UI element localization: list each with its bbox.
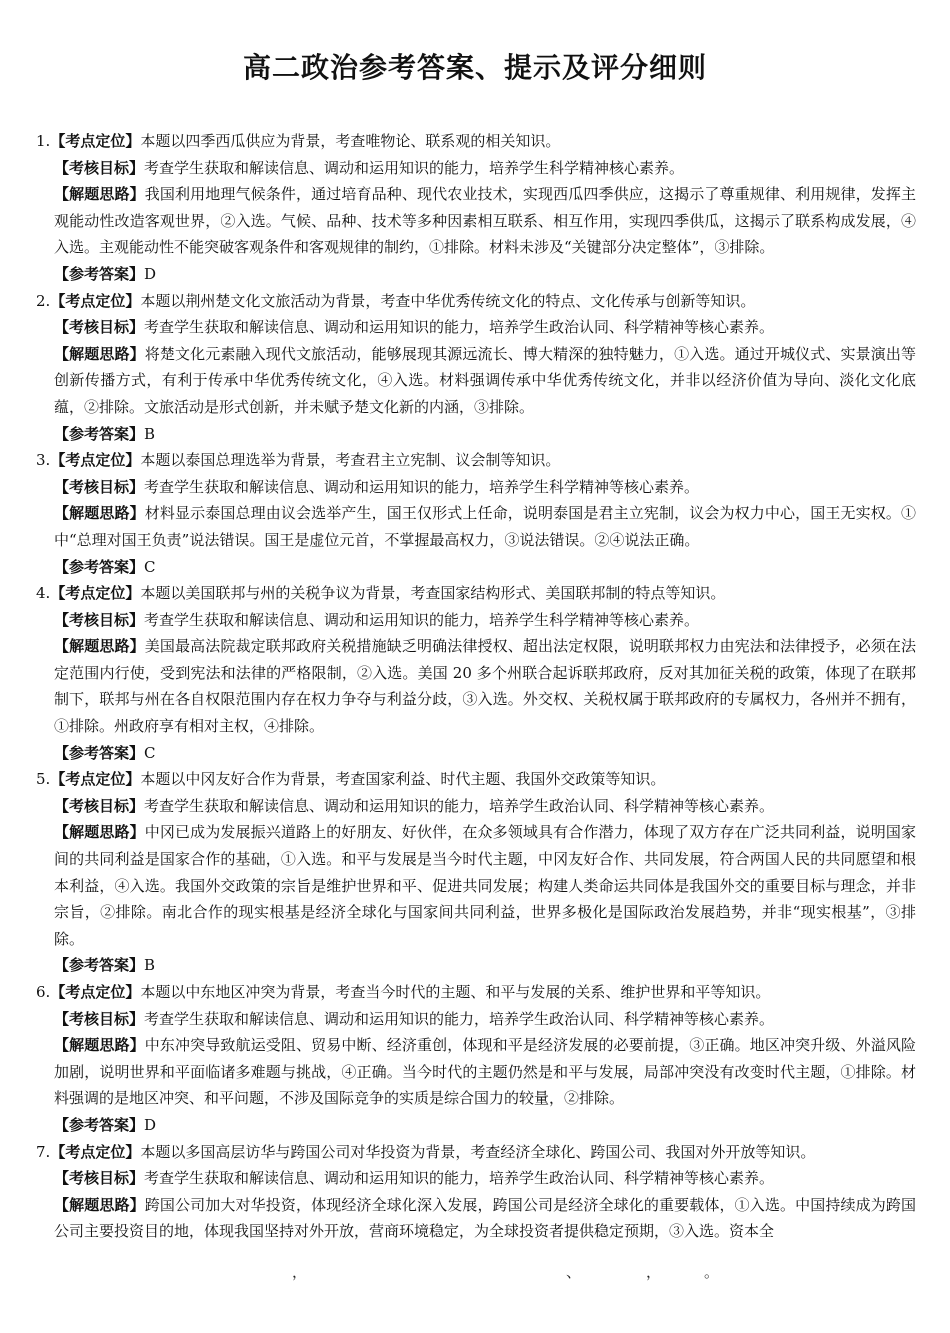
answer-section [36, 554, 916, 581]
answer-section [36, 580, 916, 607]
answer-section [36, 1006, 916, 1033]
answer-section [36, 181, 916, 261]
answer-section [36, 261, 916, 288]
answer-item [36, 766, 916, 979]
section-tag: 【参考答案】 [54, 264, 145, 283]
section-text: 材料显示泰国总理由议会选举产生，国王仅形式上任命，说明泰国是君主立宪制，议会为权力中心，国王无实权。①中“总理对国王负责”说法错误。国王是虚位元首，不掌握最高权力，③说法错误。②④说法正确。 [54, 504, 916, 549]
question-number: 3. [36, 451, 51, 470]
answer-section [36, 500, 916, 553]
section-tag: 【参考答案】 [54, 1115, 145, 1134]
section-text: B [144, 956, 156, 975]
section-tag: 【考点定位】 [50, 983, 141, 1001]
section-text: 考查学生获取和解读信息、调动和运用知识的能力，培养学生科学精神等核心素养。 [144, 477, 700, 496]
answer-section [36, 793, 916, 820]
answer-section [36, 819, 916, 952]
answer-item [36, 288, 916, 448]
answer-section [36, 1139, 916, 1166]
section-text: B [144, 424, 156, 443]
section-tag: 【考点定位】 [50, 584, 141, 603]
answer-section [36, 421, 916, 448]
question-number: 4. [36, 584, 51, 603]
page-title: 高二政治参考答案、提示及评分细则 [242, 51, 707, 84]
section-tag: 【考点定位】 [50, 132, 141, 150]
section-text: C [144, 743, 156, 762]
section-text: 本题以多国高层访华与跨国公司对华投资为背景，考查经济全球化、跨国公司、我国对外开放等知识。 [140, 1142, 816, 1161]
section-tag: 【参考答案】 [54, 557, 145, 576]
answer-section [36, 447, 916, 474]
answer-item [36, 128, 916, 288]
section-text: D [144, 264, 157, 283]
section-tag: 【考点定位】 [50, 1142, 141, 1161]
answer-item [36, 447, 916, 580]
section-text: 本题以四季西瓜供应为背景，考查唯物论、联系观的相关知识。 [140, 132, 561, 150]
answer-section [36, 633, 916, 739]
section-tag: 【考核目标】 [54, 796, 145, 815]
section-text: D [144, 1115, 157, 1134]
section-text: 考查学生获取和解读信息、调动和运用知识的能力，培养学生政治认同、科学精神等核心素养。 [144, 1009, 775, 1028]
answer-item [36, 979, 916, 1139]
section-text: C [144, 557, 156, 576]
question-number: 6. [36, 983, 51, 1001]
section-tag: 【考点定位】 [50, 291, 141, 310]
section-tag: 【考核目标】 [54, 1169, 145, 1188]
question-number: 2. [36, 291, 51, 310]
section-tag: 【解题思路】 [54, 344, 145, 363]
answer-section [36, 474, 916, 501]
section-tag: 【考点定位】 [50, 770, 141, 789]
question-number: 7. [36, 1142, 51, 1161]
section-text: 考查学生获取和解读信息、调动和运用知识的能力，培养学生政治认同、科学精神等核心素养。 [144, 796, 775, 815]
question-number: 5. [36, 770, 51, 789]
section-text: 本题以中东地区冲突为背景，考查当今时代的主题、和平与发展的关系、维护世界和平等知识。 [140, 983, 771, 1001]
section-tag: 【参考答案】 [54, 743, 145, 762]
answer-section [36, 979, 916, 1006]
cut-off-mark: ， [646, 1263, 662, 1281]
section-tag: 【解题思路】 [54, 1195, 145, 1214]
section-tag: 【解题思路】 [54, 185, 145, 204]
section-text: 跨国公司加大对华投资，体现经济全球化深入发展，跨国公司是经济全球化的重要载体，①入选。中国持续成为跨国公司主要投资目的地，体现我国坚持对外开放，营商环境稳定，为全球投资者提供稳定预期，③入选。资本全 [54, 1195, 916, 1241]
answer-section [36, 607, 916, 634]
section-text: 本题以荆州楚文化文旅活动为背景，考查中华优秀传统文化的特点、文化传承与创新等知识。 [140, 291, 756, 310]
section-tag: 【解题思路】 [54, 1036, 145, 1055]
section-tag: 【参考答案】 [54, 424, 145, 443]
section-text: 考查学生获取和解读信息、调动和运用知识的能力，培养学生政治认同、科学精神等核心素养。 [144, 1169, 775, 1188]
section-tag: 【考核目标】 [54, 158, 145, 177]
answer-item [36, 1139, 916, 1245]
cut-off-mark: ， [292, 1263, 308, 1281]
section-tag: 【考核目标】 [54, 1009, 145, 1028]
answer-section [36, 766, 916, 793]
section-text: 考查学生获取和解读信息、调动和运用知识的能力，培养学生科学精神等核心素养。 [144, 610, 700, 629]
answer-section [36, 1112, 916, 1139]
cut-off-line-marks [0, 1262, 950, 1282]
cut-off-mark: 。 [704, 1263, 720, 1281]
answer-section [36, 1192, 916, 1245]
section-tag: 【解题思路】 [54, 504, 145, 523]
section-tag: 【解题思路】 [54, 637, 145, 656]
section-text: 本题以泰国总理选举为背景，考查君主立宪制、议会制等知识。 [140, 451, 561, 470]
section-tag: 【考核目标】 [54, 610, 145, 629]
section-tag: 【参考答案】 [54, 956, 145, 975]
answer-section [36, 1032, 916, 1112]
section-tag: 【解题思路】 [54, 823, 145, 842]
answer-section [36, 952, 916, 979]
answer-section [36, 314, 916, 341]
section-text: 考查学生获取和解读信息、调动和运用知识的能力，培养学生科学精神核心素养。 [144, 158, 685, 177]
answer-section [36, 288, 916, 315]
section-text: 本题以美国联邦与州的关税争议为背景，考查国家结构形式、美国联邦制的特点等知识。 [140, 584, 726, 603]
answer-section [36, 740, 916, 767]
answer-section [36, 341, 916, 421]
section-text: 本题以中冈友好合作为背景，考查国家利益、时代主题、我国外交政策等知识。 [140, 770, 666, 789]
section-tag: 【考点定位】 [50, 451, 141, 470]
section-text: 中冈已成为发展振兴道路上的好朋友、好伙伴，在众多领域具有合作潜力，体现了双方存在广泛共同利益，说明国家间的共同利益是国家合作的基础，①入选。和平与发展是当今时代主题，中冈友好合作、共同发展，符合两国人民的共同愿望和根本利益，④入选。我国外交政策的宗旨是维护世界和平、促进共同发展；构建人类命运共同体是我国外交的重要目标与理念，并非宗旨，②排除。南北合作的现实根基是经济全球化与国家间共同利益，世界多极化是国际政治发展趋势，并非“现实根基”，③排除。 [54, 823, 916, 948]
question-number: 1. [36, 132, 51, 150]
section-text: 考查学生获取和解读信息、调动和运用知识的能力，培养学生政治认同、科学精神等核心素养。 [144, 318, 775, 337]
answer-section [36, 155, 916, 182]
section-text: 美国最高法院裁定联邦政府关税措施缺乏明确法律授权、超出法定权限，说明联邦权力由宪法和法律授予，必须在法定范围内行使，受到宪法和法律的严格限制，②入选。美国 20 多个州联合起诉联邦政府，反对其加征关税的政策，体现了在联邦制下，联邦与州在各自权限范围内存在权力争夺与利益分歧，③入选。外交权、关税权属于联邦政府的专属权力，各州并不拥有，①排除。州政府享有相对主权，④排除。 [54, 637, 916, 736]
section-tag: 【考核目标】 [54, 318, 145, 337]
section-text: 我国利用地理气候条件，通过培育品种、现代农业技术，实现西瓜四季供应，这揭示了尊重规律、利用规律，发挥主观能动性改造客观世界，②入选。气候、品种、技术等多种因素相互联系、相互作用，实现四季供瓜，这揭示了联系构成发展，④入选。主观能动性不能突破客观条件和客观规律的制约，①排除。材料未涉及“关键部分决定整体”，③排除。 [54, 185, 916, 257]
section-tag: 【考核目标】 [54, 477, 145, 496]
answer-section [36, 128, 916, 155]
section-text: 将楚文化元素融入现代文旅活动，能够展现其源远流长、博大精深的独特魅力，①入选。通过开城仪式、实景演出等创新传播方式，有利于传承中华优秀传统文化，④入选。材料强调传承中华优秀传统文化，并非以经济价值为导向、淡化文化底蕴，②排除。文旅活动是形式创新，并未赋予楚文化新的内涵，③排除。 [54, 344, 916, 416]
answer-list [36, 128, 916, 1245]
section-text: 中东冲突导致航运受阻、贸易中断、经济重创，体现和平是经济发展的必要前提，③正确。地区冲突升级、外溢风险加剧，说明世界和平面临诸多难题与挑战，④正确。当今时代的主题仍然是和平与发展，局部冲突没有改变时代主题，①排除。材料强调的是地区冲突、和平问题，不涉及国际竞争的实质是综合国力的较量，②排除。 [54, 1036, 916, 1108]
answer-item [36, 580, 916, 766]
cut-off-mark: 、 [566, 1263, 582, 1281]
answer-section [36, 1165, 916, 1192]
